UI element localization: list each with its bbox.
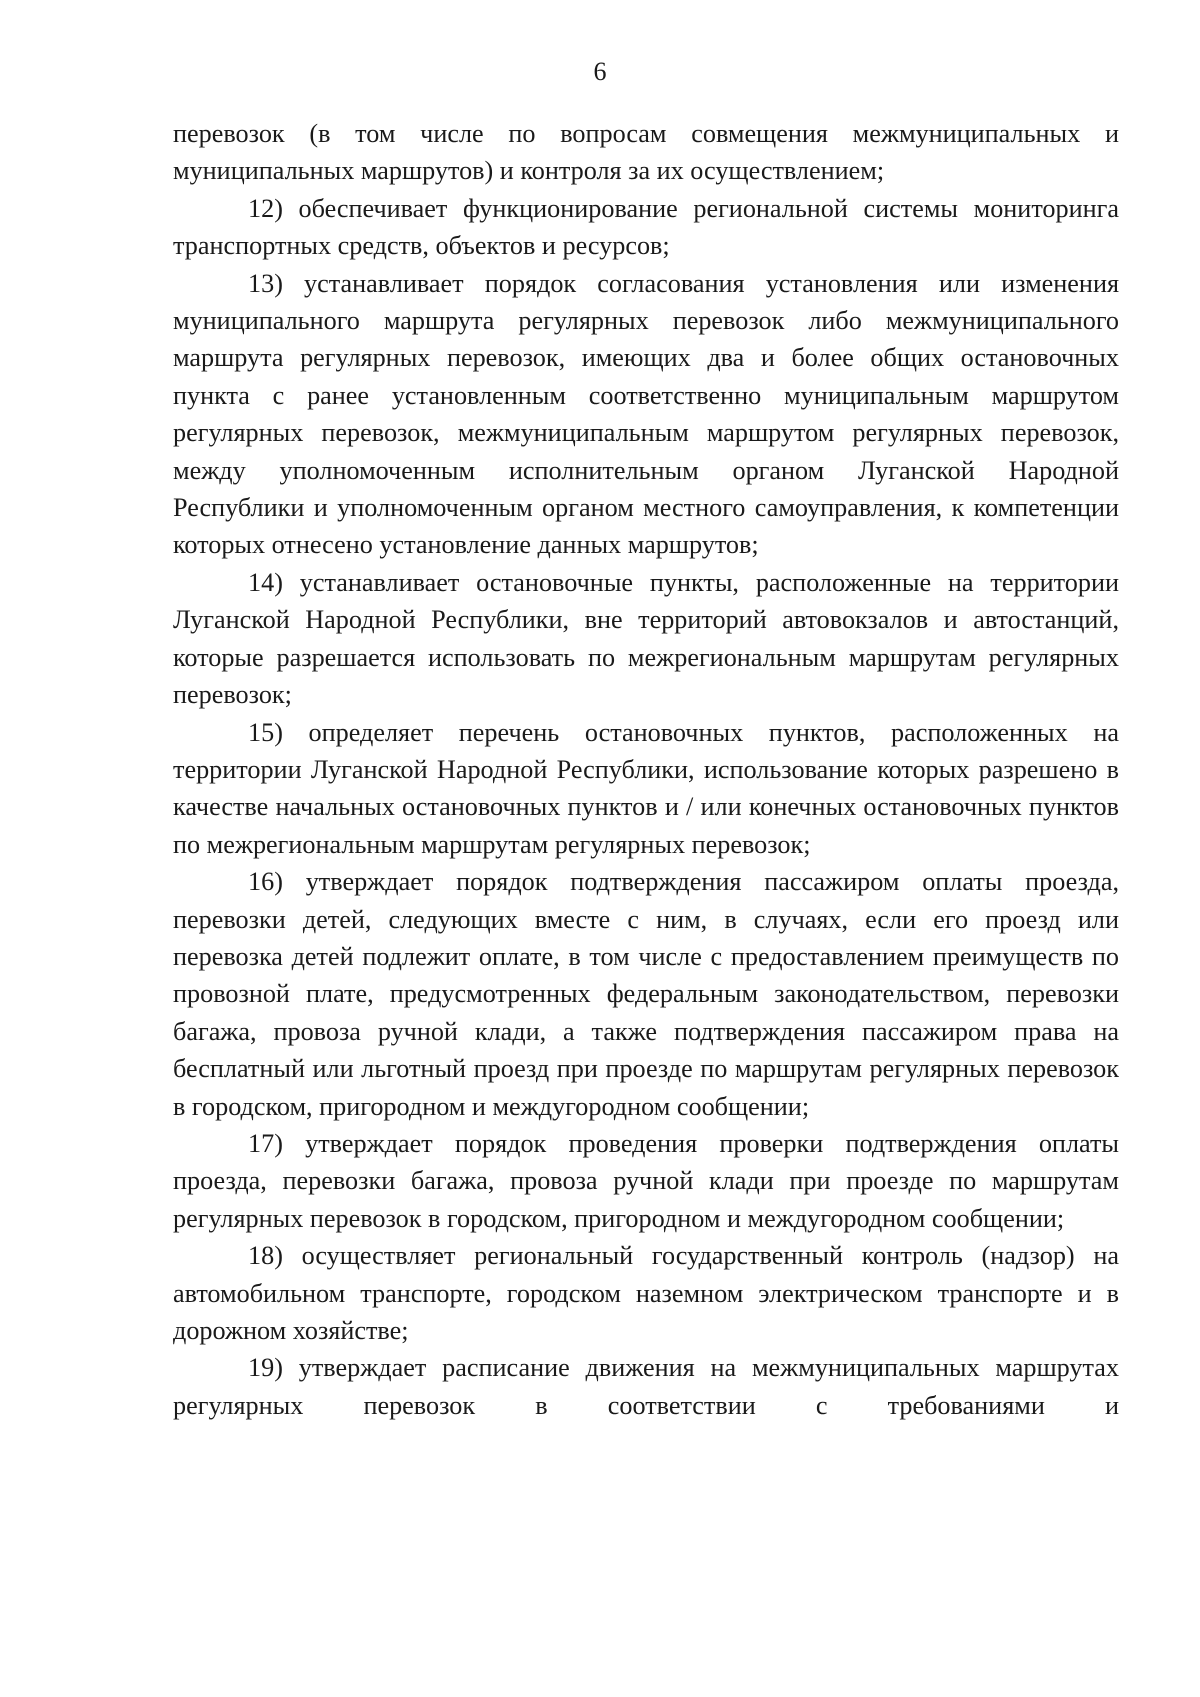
paragraph-item-13: 13) устанавливает порядок согласования установления или изменения муниципального маршрута регулярных перевозок либо межмуниципального маршрута регулярных перевозок, имеющих два и более общих остановочных пункта с ранее установленным соответственно муниципальным маршрутом регулярных перевозок, межмуниципальным маршрутом регулярных перевозок, между уполномоченным исполнительным органом Луганской Народной Республики и уполномоченным органом местного самоуправления, к компетенции которых отнесено установление данных маршрутов; (173, 268, 1119, 560)
paragraph-item-19: 19) утверждает расписание движения на межмуниципальных маршрутах регулярных перевозок в соответствии с требованиями и (173, 1353, 1119, 1420)
paragraph-continuation: перевозок (в том числе по вопросам совмещения межмуниципальных и муниципальных маршрутов) и контроля за их осуществлением; (173, 119, 1119, 186)
page-number: 6 (593, 57, 607, 86)
document-body (173, 115, 1119, 1424)
paragraph-item-12: 12) обеспечивает функционирование региональной системы мониторинга транспортных средств, объектов и ресурсов; (173, 193, 1119, 261)
paragraph-item-16: 16) утверждает порядок подтверждения пассажиром оплаты проезда, перевозки детей, следующих вместе с ним, в случаях, если его проезд или перевозка детей подлежит оплате, в том числе с предоставлением преимуществ по провозной плате, предусмотренных федеральным законодательством, перевозки багажа, провоза ручной клади, а также подтверждения пассажиром права на бесплатный или льготный проезд при проезде по маршрутам регулярных перевозок в городском, пригородном и междугородном сообщении; (173, 867, 1119, 1121)
paragraph-item-14: 14) устанавливает остановочные пункты, расположенные на территории Луганской Народной Республики, вне территорий автовокзалов и автостанций, которые разрешается использовать по межрегиональным маршрутам регулярных перевозок; (173, 567, 1119, 710)
paragraph-item-15: 15) определяет перечень остановочных пунктов, расположенных на территории Луганской Народной Республики, использование которых разрешено в качестве начальных остановочных пунктов и / или конечных остановочных пунктов по межрегиональным маршрутам регулярных перевозок; (173, 717, 1119, 859)
paragraph-item-18: 18) осуществляет региональный государственный контроль (надзор) на автомобильном транспорте, городском наземном электрическом транспорте и в дорожном хозяйстве; (173, 1241, 1119, 1345)
paragraph-item-17: 17) утверждает порядок проведения проверки подтверждения оплаты проезда, перевозки багажа, провоза ручной клади при проезде по маршрутам регулярных перевозок в городском, пригородном и междугородном сообщении; (173, 1128, 1119, 1233)
